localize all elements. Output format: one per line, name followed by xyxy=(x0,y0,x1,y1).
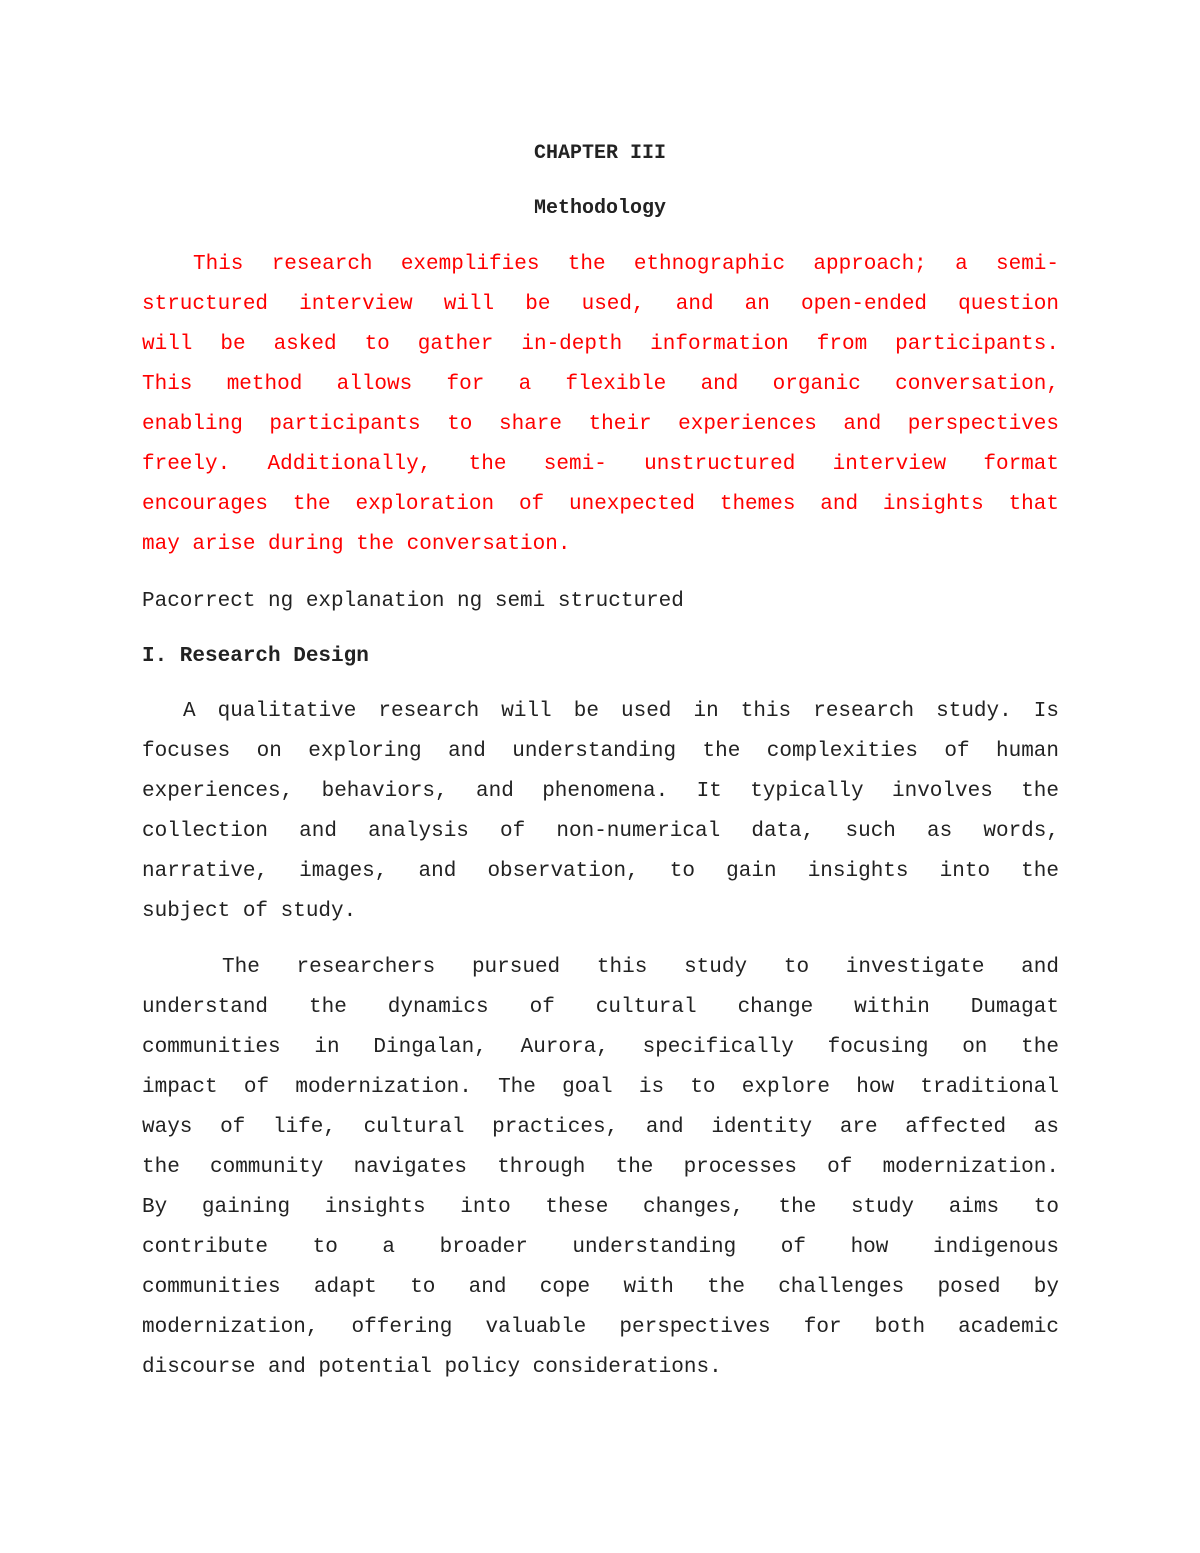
paragraph-line: communities in Dingalan, Aurora, specifically focusing on the xyxy=(142,1036,1059,1059)
paragraph-line: understand the dynamics of cultural change within Dumagat xyxy=(142,996,1059,1019)
intro-paragraph xyxy=(142,245,1059,565)
paragraph-line: impact of modernization. The goal is to explore how traditional xyxy=(142,1076,1059,1099)
intro-line: This method allows for a flexible and organic conversation, xyxy=(142,373,1059,396)
paragraph-line: modernization, offering valuable perspectives for both academic xyxy=(142,1316,1059,1339)
paragraph-line: focuses on exploring and understanding the complexities of human xyxy=(142,740,1059,763)
paragraph-line: the community navigates through the processes of modernization. xyxy=(142,1156,1059,1179)
intro-line: enabling participants to share their experiences and perspectives xyxy=(142,413,1059,436)
paragraph-line: experiences, behaviors, and phenomena. It typically involves the xyxy=(142,780,1059,803)
paragraph-line: discourse and potential policy considerations. xyxy=(142,1356,722,1379)
paragraph-line: A qualitative research will be used in this research study. Is xyxy=(183,700,1059,723)
chapter-title: CHAPTER III xyxy=(533,142,667,165)
intro-line: This research exemplifies the ethnographic approach; a semi- xyxy=(193,253,1059,276)
paragraph-line: contribute to a broader understanding of how indigenous xyxy=(142,1236,1059,1259)
paragraph-line: By gaining insights into these changes, the study aims to xyxy=(142,1196,1059,1219)
comment-note: Pacorrect ng explanation ng semi structured xyxy=(142,590,684,613)
intro-line: structured interview will be used, and an open-ended question xyxy=(142,293,1059,316)
section-title: Methodology xyxy=(533,197,667,220)
intro-line: may arise during the conversation. xyxy=(142,533,571,556)
paragraph-line: subject of study. xyxy=(142,900,357,923)
research-design-heading: I. Research Design xyxy=(142,645,369,668)
research-design-paragraph-1 xyxy=(142,692,1059,932)
paragraph-line: communities adapt to and cope with the challenges posed by xyxy=(142,1276,1059,1299)
research-design-paragraph-2 xyxy=(142,948,1059,1388)
intro-line: will be asked to gather in-depth information from participants. xyxy=(142,333,1059,356)
paragraph-line: The researchers pursued this study to investigate and xyxy=(222,956,1059,979)
intro-line: encourages the exploration of unexpected themes and insights that xyxy=(142,493,1059,516)
paragraph-line: narrative, images, and observation, to gain insights into the xyxy=(142,860,1059,883)
paragraph-line: collection and analysis of non-numerical data, such as words, xyxy=(142,820,1059,843)
intro-line: freely. Additionally, the semi- unstructured interview format xyxy=(142,453,1059,476)
paragraph-line: ways of life, cultural practices, and identity are affected as xyxy=(142,1116,1059,1139)
